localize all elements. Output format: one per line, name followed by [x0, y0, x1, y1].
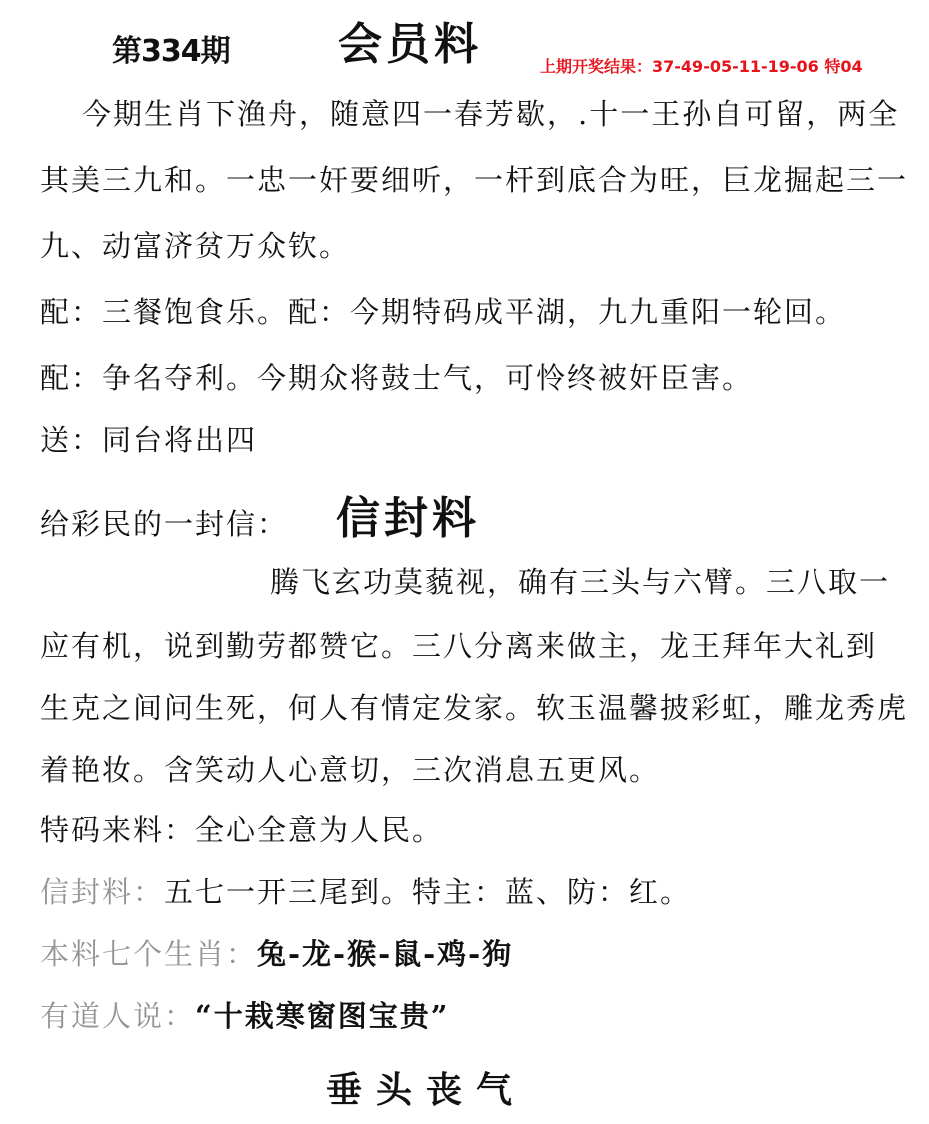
- last-result-value: 37-49-05-11-19-06 特04: [652, 57, 863, 76]
- issue-number: 第334期: [112, 34, 230, 69]
- song-line: 送：同台将出四: [40, 423, 258, 457]
- poem-line-2: 其美三九和。一忠一奸要细听，一杆到底合为旺，巨龙掘起三一: [40, 163, 909, 197]
- envelope-value: 五七一开三尾到。特主：蓝、防：红。: [164, 875, 692, 909]
- letter-line-4: 着艳妆。含笑动人心意切，三次消息五更风。: [40, 753, 661, 787]
- saying-label: 有道人说：: [40, 999, 196, 1033]
- zodiac-value: 兔-龙-猴-鼠-鸡-狗: [257, 937, 514, 971]
- zodiac-label: 本料七个生肖：: [40, 937, 258, 971]
- footer-phrase: 垂头丧气: [326, 1069, 527, 1111]
- special-source-value: 全心全意为人民。: [195, 813, 444, 847]
- envelope-row: [40, 875, 692, 909]
- letter-line-1: 腾飞玄功莫藐视，确有三头与六臂。三八取一: [270, 565, 891, 599]
- pei-line-1: 配：三餐饱食乐。配：今期特码成平湖，九九重阳一轮回。: [40, 295, 847, 329]
- letter-line-3: 生克之间问生死，何人有情定发家。软玉温馨披彩虹，雕龙秀虎: [40, 691, 909, 725]
- letter-line-2: 应有机，说到勤劳都赞它。三八分离来做主，龙王拜年大礼到: [40, 629, 878, 663]
- envelope-label: 信封料：: [40, 875, 165, 909]
- zodiac-row: [40, 937, 514, 971]
- poem-line-1: 今期生肖下渔舟，随意四一春芳歇，.十一王孙自可留，两全: [82, 97, 900, 131]
- last-result-label: 上期开奖结果：: [540, 57, 653, 76]
- saying-value: “十栽寒窗图宝贵”: [195, 999, 450, 1033]
- letter-title: 信封料: [336, 493, 480, 544]
- last-result: [540, 54, 863, 77]
- letter-intro: 给彩民的一封信：: [40, 507, 289, 541]
- poem-line-3: 九、动富济贫万众钦。: [40, 229, 351, 263]
- pei-line-2: 配：争名夺利。今期众将鼓士气，可怜终被奸臣害。: [40, 361, 754, 395]
- saying-row: [40, 999, 450, 1033]
- page-title: 会员料: [338, 19, 482, 70]
- special-source-label: 特码来料：: [40, 813, 196, 847]
- special-source-row: [40, 813, 444, 847]
